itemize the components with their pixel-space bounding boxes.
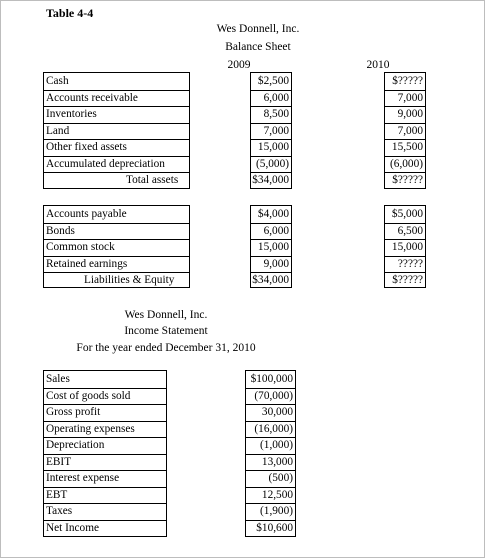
income-label: EBT: [46, 488, 68, 501]
bs-year-header-2009: 2009: [227, 59, 251, 71]
asset-value-2010: (6,000): [390, 157, 423, 170]
asset-value-2009: 15,000: [257, 141, 289, 153]
liability-value-2009: 15,000: [257, 241, 289, 253]
income-value: 13,000: [261, 455, 293, 468]
asset-label: Accumulated depreciation: [46, 157, 165, 170]
asset-label: Cash: [46, 75, 69, 87]
asset-row: [44, 139, 189, 157]
bs-year-header-2010: 2010: [366, 59, 390, 71]
income-label: Depreciation: [46, 439, 105, 451]
income-values-box: [245, 370, 296, 537]
is-company-name: Wes Donnell, Inc.: [124, 309, 208, 321]
asset-value-2010: $?????: [392, 75, 423, 87]
asset-value-2009: 8,500: [263, 108, 289, 120]
income-label: EBIT: [46, 455, 72, 468]
asset-row: [44, 73, 189, 91]
income-value: 12,500: [261, 488, 293, 501]
bs-company-name: Wes Donnell, Inc.: [216, 23, 300, 35]
asset-value-2009: 6,000: [263, 91, 289, 104]
income-label: Interest expense: [46, 472, 120, 484]
liability-value-2010: ?????: [397, 257, 423, 270]
income-label: Net Income: [46, 521, 100, 534]
assets-2009-box: [250, 72, 292, 189]
asset-row: [44, 90, 189, 108]
liability-label: Common stock: [46, 241, 115, 253]
asset-label: Inventories: [46, 108, 97, 120]
income-labels-box: [43, 370, 167, 537]
asset-row: [44, 123, 189, 141]
table-title: Table 4-4: [46, 6, 94, 20]
income-value: (1,900): [260, 505, 293, 517]
total-liabilities-equity-2010: $?????: [392, 274, 423, 286]
is-statement-title: Income Statement: [124, 325, 208, 337]
assets-2010-box: [384, 72, 426, 189]
income-label: Cost of goods sold: [46, 389, 131, 402]
income-value: (500): [268, 472, 293, 484]
asset-value-2009: $2,500: [257, 75, 289, 87]
income-label: Operating expenses: [46, 422, 135, 435]
total-liabilities-equity-2009: $34,000: [252, 274, 289, 286]
bs-statement-title: Balance Sheet: [225, 41, 291, 53]
asset-value-2010: 15,500: [391, 141, 423, 153]
liabilities-labels-box: [43, 205, 190, 288]
liabilities-2009-box: [250, 205, 292, 288]
is-period: For the year ended December 31, 2010: [76, 342, 256, 354]
liability-value-2009: 6,000: [263, 224, 289, 237]
total-assets-2009: $34,000: [252, 174, 289, 186]
liabilities-2010-box: [384, 205, 426, 288]
total-assets-label: Total assets: [126, 174, 179, 186]
income-value: $10,600: [256, 521, 293, 534]
total-assets-2010: $?????: [392, 174, 423, 186]
asset-row: [44, 106, 189, 124]
income-value: (1,000): [260, 439, 293, 451]
liability-label: Retained earnings: [46, 257, 128, 270]
liability-value-2010: 15,000: [391, 241, 423, 253]
asset-value-2010: 7,000: [397, 124, 423, 137]
income-value: (16,000): [254, 422, 293, 435]
income-value: (70,000): [254, 389, 293, 402]
income-label: Sales: [46, 373, 70, 385]
liability-value-2009: 9,000: [263, 257, 289, 270]
income-value: $100,000: [250, 373, 293, 385]
liability-value-2010: $5,000: [391, 208, 423, 220]
asset-value-2009: (5,000): [256, 157, 289, 170]
liability-value-2009: $4,000: [257, 208, 289, 220]
asset-row: [44, 156, 189, 174]
asset-row: [44, 172, 189, 189]
asset-value-2010: 7,000: [397, 91, 423, 104]
asset-label: Land: [46, 124, 70, 137]
liability-value-2010: 6,500: [397, 224, 423, 237]
total-liabilities-equity-label: Liabilities & Equity: [84, 274, 175, 286]
liability-label: Accounts payable: [46, 208, 127, 220]
asset-value-2009: 7,000: [263, 124, 289, 137]
income-value: 30,000: [261, 406, 293, 418]
asset-label: Accounts receivable: [46, 91, 138, 104]
assets-labels-box: [43, 72, 190, 189]
income-label: Gross profit: [46, 406, 101, 418]
income-label: Taxes: [46, 505, 73, 517]
asset-value-2010: 9,000: [397, 108, 423, 120]
liability-label: Bonds: [46, 224, 75, 237]
asset-label: Other fixed assets: [46, 141, 127, 153]
